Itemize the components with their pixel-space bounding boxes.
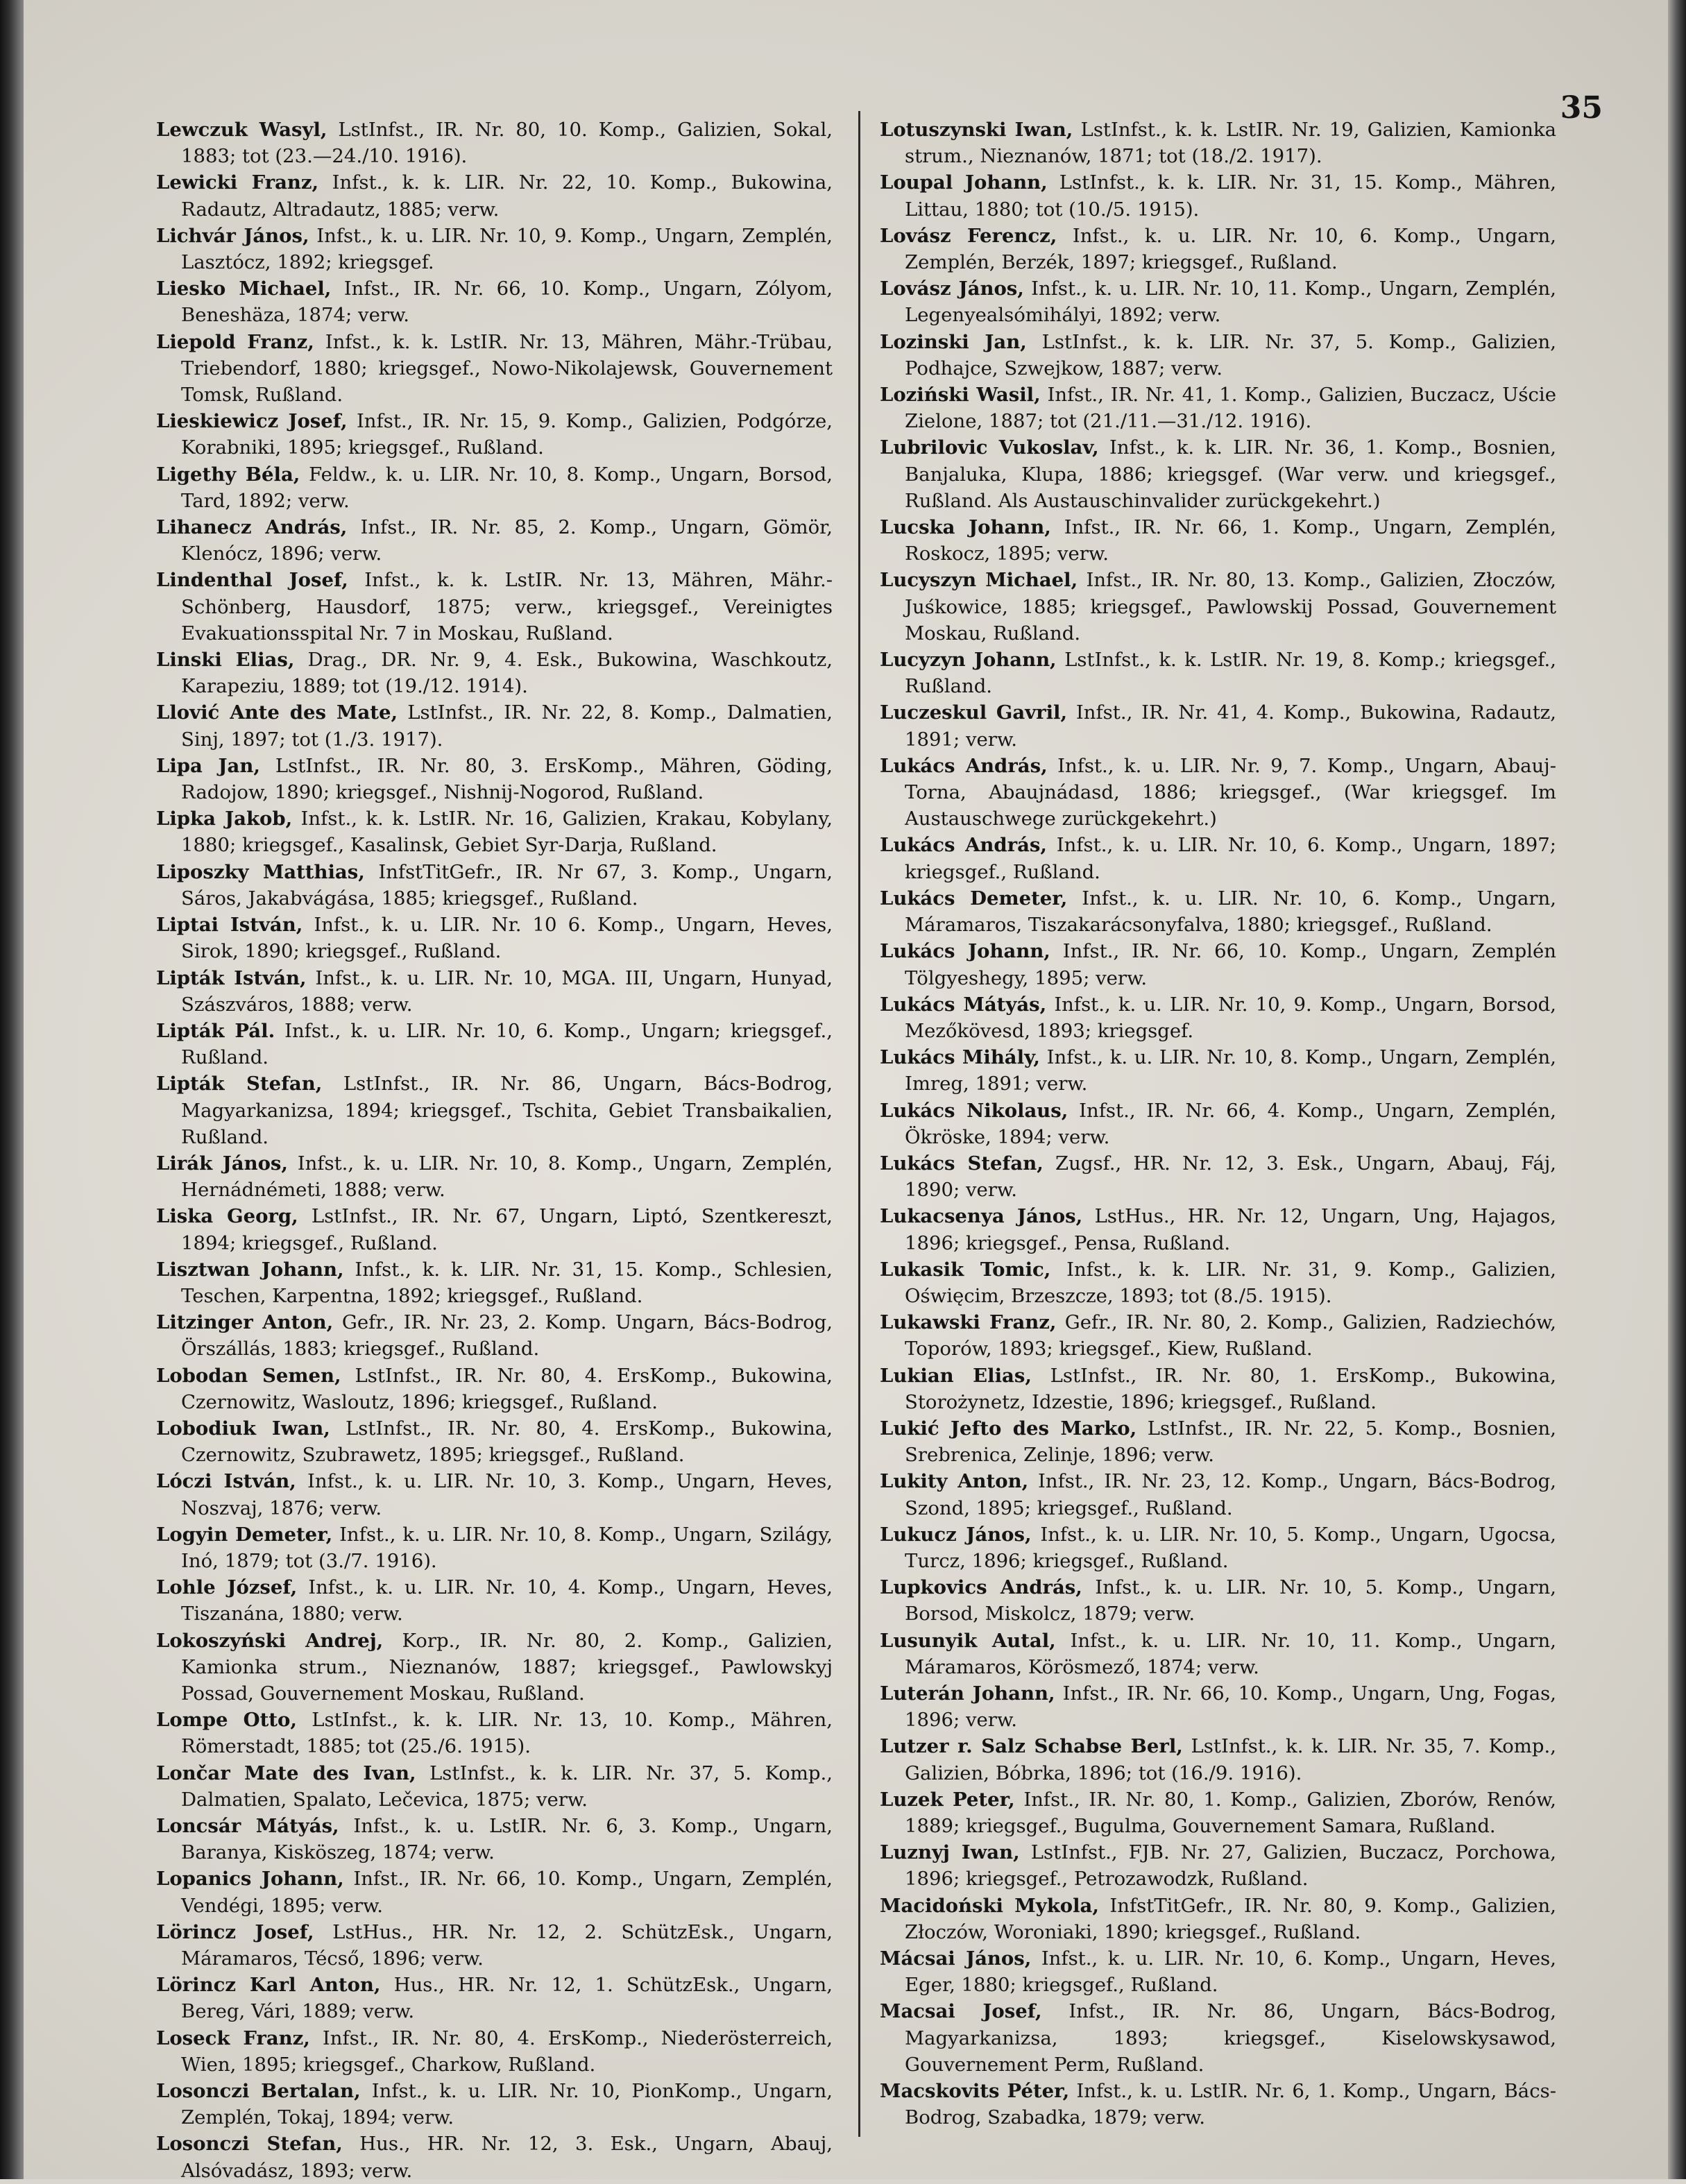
directory-entry — [156, 117, 833, 169]
directory-entry — [156, 1468, 833, 1521]
entry-details: Infst., IR. Nr. 66, 1. Komp., Ungarn, Zemplén, Roskocz, 1895; verw. — [905, 516, 1556, 565]
directory-entry — [880, 169, 1556, 222]
directory-entry — [156, 912, 833, 964]
entry-name: Lusunyik Autal, — [880, 1629, 1056, 1652]
entry-details: Infst., k. k. LstIR. Nr. 16, Galizien, Krakau, Kobylany, 1880; kriegsgef., Kasalinsk, Gebiet Syr-Darja, Rußland. — [181, 808, 833, 857]
entry-name: Lukács Mihály, — [880, 1046, 1040, 1069]
directory-entry — [880, 1521, 1556, 1574]
entry-details: Infst., k. u. LIR. Nr. 10, 5. Komp., Ungarn, Ugocsa, Turcz, 1896; kriegsgef., Rußland. — [905, 1523, 1556, 1572]
entry-details: Infst., k. u. LIR. Nr. 10, 9. Komp., Ungarn, Zemplén, Lasztócz, 1892; kriegsgef. — [181, 224, 833, 274]
entry-name: Losonczi Bertalan, — [156, 2080, 361, 2103]
directory-entry — [880, 1786, 1556, 1839]
entry-details: Infst., k. u. LIR. Nr. 10, 6. Komp., Ungarn, Máramaros, Tiszakarácsonyfalva, 1880; kriegsgef., Rußland. — [905, 887, 1556, 937]
directory-entry — [880, 1945, 1556, 1998]
entry-details: LstInfst., k. k. LIR. Nr. 37, 5. Komp., Galizien, Podhajce, Szwejkow, 1887; verw. — [905, 330, 1556, 379]
entry-name: Lörincz Karl Anton, — [156, 1974, 381, 1997]
entry-details: Infst., IR. Nr. 41, 1. Komp., Galizien, Buczacz, Uście Zielone, 1887; tot (21./11.—31./12. 1916). — [905, 384, 1556, 433]
entry-details: Infst., k. u. LIR. Nr. 10, 11. Komp., Ungarn, Máramaros, Körösmező, 1874; verw. — [905, 1629, 1556, 1678]
directory-entry — [156, 753, 833, 805]
directory-entry — [880, 567, 1556, 647]
entry-details: Infst., IR. Nr. 66, 10. Komp., Ungarn, Zólyom, Beneshäza, 1874; verw. — [181, 278, 833, 327]
entry-details: LstInfst., k. k. LstIR. Nr. 19, Galizien, Kamionka strum., Nieznanów, 1871; tot (18./2. 1917). — [905, 119, 1556, 168]
entry-name: Luczeskul Gavril, — [880, 701, 1068, 724]
entry-name: Lončar Mate des Ivan, — [156, 1761, 416, 1784]
directory-entry — [880, 991, 1556, 1044]
directory-entry — [156, 567, 833, 647]
directory-entry — [156, 1707, 833, 1759]
entry-name: Llović Ante des Mate, — [156, 701, 398, 724]
entry-name: Lukacsenya János, — [880, 1205, 1083, 1228]
directory-entry — [156, 514, 833, 567]
entry-name: Lindenthal Josef, — [156, 569, 348, 592]
entry-name: Luznyj Iwan, — [880, 1841, 1020, 1864]
entry-name: Loziński Wasil, — [880, 384, 1041, 407]
entry-details: Infst., IR. Nr. 80, 4. ErsKomp., Niederösterreich, Wien, 1895; kriegsgef., Charkow, Rußland. — [181, 2027, 833, 2076]
entry-name: Lucyszyn Michael, — [880, 569, 1078, 592]
entry-details: LstInfst., IR. Nr. 22, 8. Komp., Dalmatien, Sinj, 1897; tot (1./3. 1917). — [181, 701, 833, 751]
entry-name: Lipták István, — [156, 966, 307, 989]
directory-entry — [156, 1813, 833, 1866]
directory-entry — [880, 1363, 1556, 1415]
directory-entry — [156, 1919, 833, 1972]
entry-name: Lukawski Franz, — [880, 1311, 1057, 1334]
page-edge-right — [1668, 0, 1686, 2179]
entry-details: LstInfst., IR. Nr. 67, Ungarn, Liptó, Szentkereszt, 1894; kriegsgef., Rußland. — [181, 1205, 833, 1254]
entry-details: LstInfst., IR. Nr. 22, 5. Komp., Bosnien, Srebrenica, Zelinje, 1896; verw. — [905, 1417, 1556, 1467]
entry-name: Macsai Josef, — [880, 2000, 1042, 2023]
entry-name: Lukács Mátyás, — [880, 993, 1047, 1016]
entry-name: Lipa Jan, — [156, 754, 260, 777]
directory-entry — [156, 329, 833, 409]
entry-details: Infst., IR. Nr. 86, Ungarn, Bács-Bodrog, Magyarkanizsa, 1893; kriegsgef., Kiselowskysawod, Gouvernement Perm, Rußland. — [905, 2000, 1556, 2076]
entry-details: Feldw., k. u. LIR. Nr. 10, 8. Komp., Ungarn, Borsod, Tard, 1892; verw. — [181, 463, 833, 512]
entry-name: Macidoński Mykola, — [880, 1894, 1099, 1917]
directory-entry — [156, 1628, 833, 1707]
directory-entry — [880, 514, 1556, 567]
entry-details: LstInfst., k. k. LIR. Nr. 31, 15. Komp., Mähren, Littau, 1880; tot (10./5. 1915). — [905, 171, 1556, 221]
entry-name: Lukity Anton, — [880, 1470, 1029, 1493]
directory-entry — [880, 1150, 1556, 1203]
page-number: 35 — [1560, 90, 1603, 126]
entry-details: Infst., k. u. LIR. Nr. 10, 5. Komp., Ungarn, Borsod, Miskolcz, 1879; verw. — [905, 1576, 1556, 1626]
entry-name: Liptai István, — [156, 914, 303, 937]
entry-details: Infst., IR. Nr. 66, 10. Komp., Ungarn, Zemplén, Vendégi, 1895; verw. — [181, 1868, 833, 1917]
directory-entry — [880, 1998, 1556, 2078]
entry-details: Infst., k. u. LIR. Nr. 10, 4. Komp., Ungarn, Heves, Tiszanána, 1880; verw. — [181, 1576, 833, 1626]
entry-details: LstInfst., k. k. LIR. Nr. 35, 7. Komp., Galizien, Bóbrka, 1896; tot (16./9. 1916). — [905, 1735, 1556, 1784]
entry-details: Infst., k. k. LstIR. Nr. 13, Mähren, Mähr.-Trübau, Triebendorf, 1880; kriegsgef., Nowo-Nikolajewsk, Gouvernement Tomsk, Rußland. — [181, 330, 833, 407]
entry-name: Lubrilovic Vukoslav, — [880, 436, 1099, 459]
entry-details: Drag., DR. Nr. 9, 4. Esk., Bukowina, Waschkoutz, Karapeziu, 1889; tot (19./12. 1914). — [181, 649, 833, 698]
entry-details: Infst., IR. Nr. 23, 12. Komp., Ungarn, Bács-Bodrog, Szond, 1895; kriegsgef., Rußland. — [905, 1470, 1557, 1519]
directory-entry — [156, 1018, 833, 1070]
directory-entry — [156, 1256, 833, 1309]
entry-name: Lukić Jefto des Marko, — [880, 1417, 1137, 1440]
entry-name: Lukács Johann, — [880, 940, 1050, 963]
entry-name: Lotuszynski Iwan, — [880, 119, 1073, 141]
directory-entry — [156, 169, 833, 222]
entry-details: Infst., k. k. LIR. Nr. 31, 9. Komp., Galizien, Oświęcim, Brzeszcze, 1893; tot (8./5. 1915). — [905, 1258, 1556, 1307]
entry-name: Losonczi Stefan, — [156, 2133, 343, 2156]
directory-entry — [880, 223, 1556, 275]
directory-entry — [880, 1839, 1556, 1892]
directory-entry — [880, 329, 1556, 382]
entry-name: Lichvár János, — [156, 224, 309, 247]
entry-details: Infst., k. u. LIR. Nr. 10, 9. Komp., Ungarn, Borsod, Mezőkövesd, 1893; kriegsgef. — [905, 993, 1556, 1042]
entry-name: Loseck Franz, — [156, 2027, 310, 2049]
directory-entry — [156, 461, 833, 514]
entry-name: Lupkovics András, — [880, 1576, 1082, 1599]
directory-entry — [880, 434, 1556, 514]
entry-details: Infst., IR. Nr. 80, 1. Komp., Galizien, Zborów, Renów, 1889; kriegsgef., Bugulma, Gouvernement Samara, Rußland. — [905, 1788, 1556, 1837]
entry-details: LstInfst., IR. Nr. 80, 10. Komp., Galizien, Sokal, 1883; tot (23.—24./10. 1916). — [181, 119, 833, 168]
directory-entry — [880, 832, 1556, 885]
directory-entry — [880, 1044, 1556, 1097]
directory-entry — [880, 753, 1556, 833]
entry-name: Lewczuk Wasyl, — [156, 119, 327, 141]
entry-details: Infst., k. k. LIR. Nr. 22, 10. Komp., Bukowina, Radautz, Altradautz, 1885; verw. — [181, 171, 833, 221]
directory-entry — [156, 1972, 833, 2024]
entry-name: Linski Elias, — [156, 649, 295, 672]
directory-entry — [880, 382, 1556, 434]
entry-details: LstInfst., FJB. Nr. 27, Galizien, Buczacz, Porchowa, 1896; kriegsgef., Petrozawodzk, Rußland. — [905, 1841, 1556, 1891]
directory-entry — [880, 1309, 1556, 1362]
directory-entry — [880, 647, 1556, 699]
entry-name: Liepold Franz, — [156, 330, 314, 353]
directory-entry — [156, 223, 833, 275]
entry-name: Lutzer r. Salz Schabse Berl, — [880, 1735, 1183, 1758]
directory-entry — [156, 1309, 833, 1362]
entry-details: Korp., IR. Nr. 80, 2. Komp., Galizien, Kamionka strum., Nieznanów, 1887; kriegsgef., Pawlowskyj Possad, Gouvernement Moskau, Rußland. — [181, 1629, 833, 1705]
directory-entry — [156, 699, 833, 752]
directory-entry — [156, 2131, 833, 2183]
entry-details: Infst., k. u. LIR. Nr. 10, 8. Komp., Ungarn, Zemplén, Imreg, 1891; verw. — [905, 1046, 1556, 1095]
entry-details: LstInfst., IR. Nr. 86, Ungarn, Bács-Bodrog, Magyarkanizsa, 1894; kriegsgef., Tschita, Gebiet Transbaikalien, Rußland. — [181, 1073, 833, 1148]
directory-entry — [156, 2025, 833, 2078]
entry-details: Infst., IR. Nr. 85, 2. Komp., Ungarn, Gömör, Klenócz, 1896; verw. — [181, 516, 833, 565]
entry-name: Lirák János, — [156, 1152, 288, 1175]
directory-entry — [880, 117, 1556, 169]
entry-details: Infst., k. u. LIR. Nr. 10, 6. Komp., Ungarn, Zemplén, Berzék, 1897; kriegsgef., Rußland. — [905, 224, 1556, 274]
directory-entry — [156, 965, 833, 1018]
directory-entry — [156, 1070, 833, 1150]
entry-name: Lukács Stefan, — [880, 1152, 1044, 1175]
entry-name: Lukács Demeter, — [880, 887, 1068, 910]
entry-name: Lewicki Franz, — [156, 171, 319, 194]
directory-entry — [880, 1680, 1556, 1733]
entry-name: Lieskiewicz Josef, — [156, 410, 348, 433]
directory-entry — [880, 938, 1556, 991]
entry-details: Infst., k. u. LstIR. Nr. 6, 3. Komp., Ungarn, Baranya, Kisköszeg, 1874; verw. — [181, 1815, 833, 1864]
directory-entry — [880, 1415, 1556, 1468]
entry-name: Lipták Stefan, — [156, 1073, 323, 1095]
directory-entry — [156, 647, 833, 699]
right-column — [880, 117, 1556, 2131]
entry-details: Infst., k. u. LIR. Nr. 10 6. Komp., Ungarn, Heves, Sirok, 1890; kriegsgef., Rußland. — [181, 914, 833, 963]
entry-details: Zugsf., HR. Nr. 12, 3. Esk., Ungarn, Abauj, Fáj, 1890; verw. — [905, 1152, 1556, 1202]
entry-name: Lukács András, — [880, 754, 1048, 777]
entry-name: Lukian Elias, — [880, 1364, 1032, 1387]
entry-details: Gefr., IR. Nr. 80, 2. Komp., Galizien, Radziechów, Toporów, 1893; kriegsgef., Kiew, Rußland. — [905, 1311, 1556, 1360]
directory-entry — [880, 885, 1556, 938]
entry-name: Lovász János, — [880, 278, 1024, 300]
entry-name: Lukács Nikolaus, — [880, 1099, 1068, 1122]
directory-entry — [880, 699, 1556, 752]
entry-name: Lucska Johann, — [880, 516, 1051, 539]
directory-entry — [156, 408, 833, 461]
entry-details: Infst., k. u. LIR. Nr. 10, MGA. III, Ungarn, Hunyad, Szászváros, 1888; verw. — [181, 966, 833, 1016]
directory-entry — [156, 1363, 833, 1415]
entry-details: LstInfst., IR. Nr. 80, 3. ErsKomp., Mähren, Göding, Radojow, 1890; kriegsgef., Nishnij-Nogorod, Rußland. — [181, 754, 833, 804]
entry-details: Infst., k. u. LIR. Nr. 9, 7. Komp., Ungarn, Abauj-Torna, Abaujnádasd, 1886; kriegsgef., (War kriegsgef. Im Austauschwege zurückgekehrt.) — [905, 754, 1556, 830]
entry-details: Infst., IR. Nr. 41, 4. Komp., Bukowina, Radautz, 1891; verw. — [905, 701, 1556, 751]
directory-entry — [156, 1203, 833, 1256]
entry-name: Ligethy Béla, — [156, 463, 300, 486]
entry-details: LstHus., HR. Nr. 12, 2. SchützEsk., Ungarn, Máramaros, Técső, 1896; verw. — [181, 1920, 833, 1970]
directory-entry — [156, 805, 833, 858]
entry-details: Infst., k. u. LIR. Nr. 10, PionKomp., Ungarn, Zemplén, Tokaj, 1894; verw. — [181, 2080, 833, 2129]
entry-details: Infst., IR. Nr. 80, 13. Komp., Galizien, Złoczów, Juśkowice, 1885; kriegsgef., Pawlowskij Possad, Gouvernement Moskau, Rußland. — [905, 569, 1556, 645]
entry-name: Liposzky Matthias, — [156, 860, 365, 883]
directory-entry — [156, 1760, 833, 1813]
entry-name: Lörincz Josef, — [156, 1920, 314, 1943]
entry-details: LstInfst., k. k. LstIR. Nr. 19, 8. Komp.; kriegsgef., Rußland. — [905, 649, 1556, 698]
entry-details: Infst., k. u. LIR. Nr. 10, 8. Komp., Ungarn, Zemplén, Hernádnémeti, 1888; verw. — [181, 1152, 833, 1202]
entry-details: Gefr., IR. Nr. 23, 2. Komp. Ungarn, Bács-Bodrog, Örszállás, 1883; kriegsgef., Rußland. — [181, 1311, 833, 1360]
entry-name: Mácsai János, — [880, 1947, 1032, 1970]
entry-details: LstInfst., IR. Nr. 80, 1. ErsKomp., Bukowina, Storożynetz, Idzestie, 1896; kriegsgef., Rußland. — [905, 1364, 1556, 1413]
directory-entry — [156, 1521, 833, 1574]
directory-entry — [880, 2078, 1556, 2131]
directory-entry — [880, 1098, 1556, 1150]
entry-name: Lihanecz András, — [156, 516, 348, 539]
directory-entry — [880, 1628, 1556, 1680]
directory-entry — [880, 1893, 1556, 1945]
entry-details: LstInfst., k. k. LIR. Nr. 13, 10. Komp., Mähren, Römerstadt, 1885; tot (25./6. 1915). — [181, 1709, 833, 1758]
entry-details: Infst., k. u. LstIR. Nr. 6, 1. Komp., Ungarn, Bács-Bodrog, Szabadka, 1879; verw. — [905, 2080, 1556, 2129]
entry-name: Loupal Johann, — [880, 171, 1048, 194]
entry-details: Infst., k. u. LIR. Nr. 10, 6. Komp., Ungarn, 1897; kriegsgef., Rußland. — [905, 834, 1557, 883]
directory-entry — [156, 859, 833, 912]
directory-entry — [156, 1866, 833, 1918]
entry-name: Lopanics Johann, — [156, 1868, 344, 1891]
entry-name: Macskovits Péter, — [880, 2080, 1070, 2103]
entry-details: Infst., k. u. LIR. Nr. 10, 11. Komp., Ungarn, Zemplén, Legenyealsómihályi, 1892; verw. — [905, 278, 1556, 327]
entry-details: Infst., k. k. LstIR. Nr. 13, Mähren, Mähr.-Schönberg, Hausdorf, 1875; verw., kriegsgef., Vereinigtes Evakuationsspital Nr. 7 in Moskau, Rußland. — [181, 569, 833, 645]
entry-name: Lisztwan Johann, — [156, 1258, 344, 1281]
entry-details: LstInfst., k. k. LIR. Nr. 37, 5. Komp., Dalmatien, Spalato, Lečevica, 1875; verw. — [181, 1761, 833, 1811]
entry-name: Lukács András, — [880, 834, 1047, 857]
entry-details: Infst., k. k. LIR. Nr. 36, 1. Komp., Bosnien, Banjaluka, Klupa, 1886; kriegsgef. (War verw. und kriegsgef., Rußland. Als Austauschinvalider zurückgekehrt.) — [905, 436, 1556, 512]
entry-name: Liska Georg, — [156, 1205, 298, 1228]
directory-entry — [880, 1203, 1556, 1256]
entry-details: Infst., k. k. LIR. Nr. 31, 15. Komp., Schlesien, Teschen, Karpentna, 1892; kriegsgef., Rußland. — [181, 1258, 833, 1307]
entry-name: Liesko Michael, — [156, 278, 332, 300]
directory-entry — [156, 275, 833, 328]
entry-details: Infst., IR. Nr. 66, 10. Komp., Ungarn, Ung, Fogas, 1896; verw. — [905, 1682, 1556, 1732]
entry-name: Lucyzyn Johann, — [880, 649, 1057, 672]
entry-details: Infst., k. u. LIR. Nr. 10, 3. Komp., Ungarn, Heves, Noszvaj, 1876; verw. — [181, 1470, 833, 1519]
entry-details: Infst., IR. Nr. 15, 9. Komp., Galizien, Podgórze, Korabniki, 1895; kriegsgef., Rußland. — [181, 410, 833, 459]
directory-entry — [156, 1574, 833, 1627]
entry-name: Lukasik Tomic, — [880, 1258, 1051, 1281]
directory-entry — [880, 1256, 1556, 1309]
entry-name: Lobodiuk Iwan, — [156, 1417, 330, 1440]
entry-name: Lipták Pál. — [156, 1019, 275, 1042]
entry-name: Lovász Ferencz, — [880, 224, 1057, 247]
entry-name: Luzek Peter, — [880, 1788, 1015, 1811]
entry-name: Lobodan Semen, — [156, 1364, 341, 1387]
left-column — [156, 117, 833, 2184]
entry-details: Infst., IR. Nr. 66, 4. Komp., Ungarn, Zemplén, Ökröske, 1894; verw. — [905, 1099, 1556, 1148]
entry-details: Hus., HR. Nr. 12, 3. Esk., Ungarn, Abauj, Alsóvadász, 1893; verw. — [181, 2133, 833, 2182]
entry-name: Logyin Demeter, — [156, 1523, 333, 1546]
directory-entry — [880, 275, 1556, 328]
directory-entry — [880, 1468, 1556, 1521]
directory-entry — [156, 1150, 833, 1203]
entry-name: Lokoszyński Andrej, — [156, 1629, 384, 1652]
binding-edge-left — [0, 0, 24, 2179]
entry-details: Infst., IR. Nr. 66, 10. Komp., Ungarn, Zemplén Tölgyeshegy, 1895; verw. — [905, 940, 1556, 989]
entry-details: Infst., k. u. LIR. Nr. 10, 6. Komp., Ungarn, Heves, Eger, 1880; kriegsgef., Rußland. — [905, 1947, 1556, 1997]
entry-name: Loncsár Mátyás, — [156, 1815, 339, 1837]
entry-name: Lipka Jakob, — [156, 808, 293, 830]
entry-details: LstInfst., IR. Nr. 80, 4. ErsKomp., Bukowina, Czernowitz, Szubrawetz, 1895; kriegsgef., Rußland. — [181, 1417, 833, 1467]
entry-details: Hus., HR. Nr. 12, 1. SchützEsk., Ungarn, Bereg, Vári, 1889; verw. — [181, 1974, 833, 2023]
entry-details: InfstTitGefr., IR. Nr. 80, 9. Komp., Galizien, Złoczów, Woroniaki, 1890; kriegsgef., Rußland. — [905, 1894, 1556, 1943]
entry-details: LstHus., HR. Nr. 12, Ungarn, Ung, Hajagos, 1896; kriegsgef., Pensa, Rußland. — [905, 1205, 1557, 1254]
directory-entry — [880, 1574, 1556, 1627]
entry-name: Luterán Johann, — [880, 1682, 1055, 1705]
entry-details: LstInfst., IR. Nr. 80, 4. ErsKomp., Bukowina, Czernowitz, Wasloutz, 1896; kriegsgef., Rußland. — [181, 1364, 833, 1413]
entry-name: Lóczi István, — [156, 1470, 296, 1493]
directory-entry — [880, 1733, 1556, 1786]
entry-name: Lukucz János, — [880, 1523, 1032, 1546]
entry-details: Infst., k. u. LIR. Nr. 10, 8. Komp., Ungarn, Szilágy, Inó, 1879; tot (3./7. 1916). — [181, 1523, 833, 1572]
entry-details: InfstTitGefr., IR. Nr 67, 3. Komp., Ungarn, Sáros, Jakabvágása, 1885; kriegsgef., Rußland. — [181, 860, 833, 910]
entry-name: Lozinski Jan, — [880, 330, 1027, 353]
entry-name: Lohle József, — [156, 1576, 298, 1599]
entry-name: Litzinger Anton, — [156, 1311, 334, 1334]
directory-entry — [156, 2078, 833, 2131]
entry-name: Lompe Otto, — [156, 1709, 297, 1732]
directory-entry — [156, 1415, 833, 1468]
column-divider — [858, 111, 860, 2137]
entry-details: Infst., k. u. LIR. Nr. 10, 6. Komp., Ungarn; kriegsgef., Rußland. — [181, 1019, 833, 1069]
